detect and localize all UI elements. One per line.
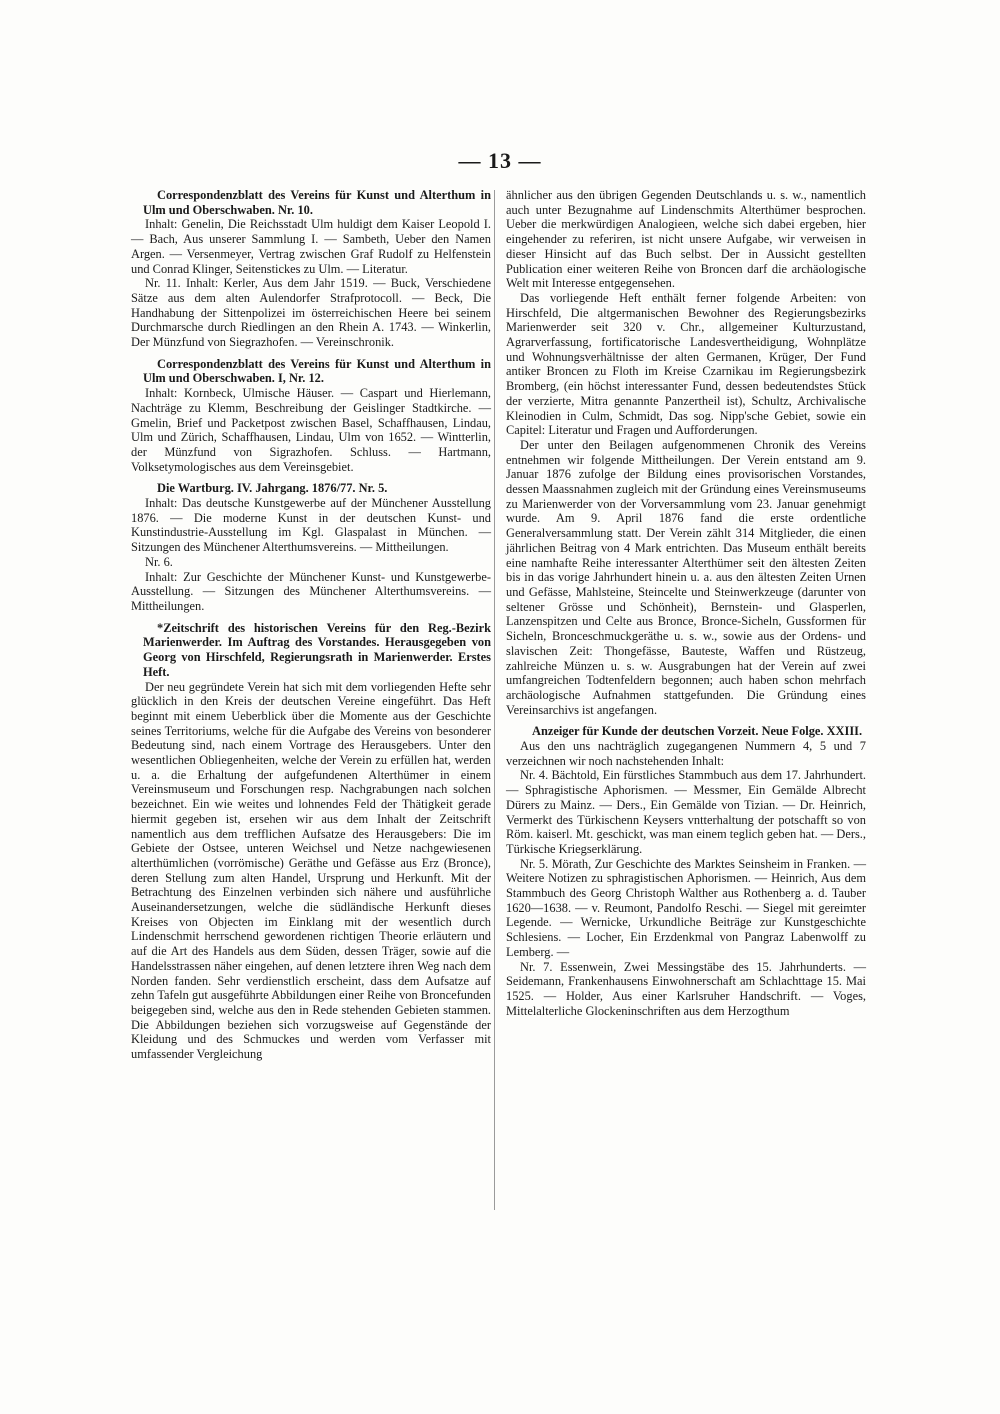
entry-paragraph: Nr. 11. Inhalt: Kerler, Aus dem Jahr 1519. — Buck, Verschiedene Sätze aus dem alten Aulendorfer Strafprotocoll. — Beck, Die Handhabung der Sittenpolizei im österreichischen Heere bei seinem Durchmarsche durch Riedlingen an den Rhein A. 1743. — Winkerlin, Der Münzfund von Siegrazhofen. — Vereinschronik. bbox=[131, 276, 491, 350]
entry-paragraph: Inhalt: Das deutsche Kunstgewerbe auf der Münchener Ausstellung 1876. — Die moderne Kunst in der deutschen Kunst- und Kunstindustrie-Ausstellung im Kgl. Glaspalast in München. — Sitzungen des Münchener Alterthumsvereins. — Mittheilungen. bbox=[131, 496, 491, 555]
page-number: — 13 — bbox=[458, 148, 542, 173]
entry-title: Die Wartburg. IV. Jahrgang. 1876/77. Nr. 5. bbox=[157, 481, 388, 496]
entry-paragraph: Inhalt: Zur Geschichte der Münchener Kunst- und Kunstgewerbe-Ausstellung. — Sitzungen des Münchener Alterthumsvereins. — Mittheilungen. bbox=[131, 569, 491, 613]
entry-title: Anzeiger für Kunde der deutschen Vorzeit. Neue Folge. XXIII. bbox=[532, 724, 863, 739]
entry-paragraph: Der neu gegründete Verein hat sich mit dem vorliegenden Hefte sehr glücklich in den Kreis der deutschen Vereine eingeführt. Das Heft beginnt mit einem Ueberblick über die Momente aus der Geschichte seines Territoriums, welche für die Aufgabe des Vereins von besonderer Bedeutung sind, nach einem Vortrage des Herausgebers. Unter den wesentlichen Obliegenheiten, welche der Verein zu erfüllen hat, werden u. a. die Erhaltung der aufgefundenen Alterthümer in einem Vereinsmuseum und Forschungen resp. Nachgrabungen nach solchen bezeichnet. Ein wie weites und lohnendes Feld der Thätigkeit gerade hiermit gegeben ist, ersehen wir aus dem Inhalt der Zeitschrift namentlich aus dem trefflichen Aufsatze des Herausgebers: Die im Gebiete der Ostsee, unteren Weichsel und Netze nachgewiesenen alterthümlichen (vorrömische) Geräthe und Gefässe aus Erz (Bronce), deren Stellung zum alten Handel, Ursprung und Herkunft. Mit der Betrachtung des Einzelnen verbinden sich nähere und ausführliche Auseinandersetzungen, welche die südländische Herkunft dieses Kreises von Objecten im Einklang mit der wesentlich durch Lindenschmit herrschend gewordenen richtigen Theorie erläutern und auf die Art des Handels aus dem Süden, dessen Träger, sowie auf die Handelsstrassen näher eingehen, auf denen letztere ihren Weg nach dem Norden fanden. Sehr verdienstlich erscheint, dass dem Aufsatze auf zehn Tafeln gut ausgeführte Abbildungen einer Reihe von Broncefunden beigegeben sind, welche aus den in Rede stehenden Gebieten stammen. Die Abbildungen beziehen sich vorzugsweise auf Gegenstände der Kleidung und des Schmuckes und werden vom Verfasser mit umfassender Vergleichung bbox=[131, 679, 491, 1062]
entry-paragraph: Nr. 7. Essenwein, Zwei Messingstäbe des 15. Jahrhunderts. — Seidemann, Frankenhausens Einwohnerschaft am Schlachttage 15. Mai 1525. — Holder, Aus einer Karlsruher Handschrift. — Voges, Mittelalterliche Glockeninschriften aus dem Herzogthum bbox=[506, 959, 866, 1018]
entry-paragraph: Nr. 5. Mörath, Zur Geschichte des Marktes Seinsheim in Franken. — Weitere Notizen zu sphragistischen Aphorismen. — Heinrich, Aus dem Stammbuch des Georg Christoph Walther aus Rothenberg a. d. Tauber 1620—1638. — v. Reumont, Pandolfo Reschi. — Siegel mit gereimter Legende. — Wernicke, Urkundliche Beiträge zur Kunstgeschichte Schlesiens. — Locher, Ein Erzdenkmal von Pangraz Labenwolff zu Lemberg. — bbox=[506, 856, 866, 959]
entry-paragraph: Inhalt: Genelin, Die Reichsstadt Ulm huldigt dem Kaiser Leopold I. — Bach, Aus unserer Sammlung I. — Sambeth, Ueber den Namen Argen. — Versenmeyer, Vertrag zwischen Graf Rudolf zu Helfenstein und Conrad Klinger, Seitenstickes zu Ulm. — Literatur. bbox=[131, 217, 491, 276]
entry-paragraph: Das vorliegende Heft enthält ferner folgende Arbeiten: von Hirschfeld, Die altgermanischen Bewohner des Regierungsbezirks Marienwerder seit 320 v. Chr., allgemeiner Kulturzustand, Agrarverfassung, fortificatorische Landesvertheidigung, Wohnplätze und Wohnungsverhältnisse der alten Germanen, Krüger, Der Fund antiker Broncen zu Floth im Kreise Czarnikau im Regierungsbezirk Bromberg, (ein höchst interessanter Fund, dessen bedeutendstes Stück der verzierte, Mitra genannte Panzertheil ist), Schultz, Archivalische Kleinodien in Culm, Schmidt, Das sog. Nipp'sche Gebiet, sowie ein Capitel: Literatur und Fragen und Aufforderungen. bbox=[506, 290, 866, 438]
entry-zeitschrift-marienwerder bbox=[131, 621, 491, 1062]
entry-paragraph: Inhalt: Kornbeck, Ulmische Häuser. — Caspart und Hierlemann, Nachträge zu Klemm, Beschreibung der Geislinger Stadtkirche. — Gmelin, Brief und Packetpost zwischen Basel, Schaffhausen, Lindau, Ulm und Zürich, Schaffhausen, Lindau, Ulm von 1652. — Wintterlin, der Münzfund von Sigrazhofen. Schluss. — Hartmann, Volksetymologisches aus dem Vereinsgebiet. bbox=[131, 386, 491, 474]
entry-anzeiger bbox=[506, 724, 866, 1018]
right-column bbox=[506, 188, 866, 1025]
column-divider bbox=[494, 190, 495, 1210]
entry-title: *Zeitschrift des historischen Vereins für den Reg.-Bezirk Marienwerder. Im Auftrag des Vorstandes. Herausgegeben von Georg von Hirschfeld, Regierungsrath in Marienwerder. Erstes Heft. bbox=[143, 620, 491, 679]
entry-title: Correspondenzblatt des Vereins für Kunst und Alterthum in Ulm und Oberschwaben. I, Nr. 12. bbox=[143, 356, 491, 386]
entry-paragraph: Aus den uns nachträglich zugegangenen Nummern 4, 5 und 7 verzeichnen wir noch nachstehenden Inhalt: bbox=[506, 739, 866, 768]
entry-paragraph: Nr. 6. bbox=[145, 554, 173, 569]
entry-correspondenzblatt-nr12 bbox=[131, 357, 491, 475]
left-column bbox=[131, 188, 491, 1069]
entry-paragraph: Nr. 4. Bächtold, Ein fürstliches Stammbuch aus dem 17. Jahrhundert. — Sphragistische Aphorismen. — Messmer, Ein Gemälde Albrecht Dürers zu Mainz. — Ders., Ein Gemälde von Tizian. — Dr. Heinrich, Vermerkt des Türkischenn Keysers vntterhaltung der potschafft so von Röm. kaiserl. Mt. geschickt, was man einem teglich geben hat. — Ders., Türkische Kriegserklärung. bbox=[506, 768, 866, 856]
entry-title: Correspondenzblatt des Vereins für Kunst und Alterthum in Ulm und Oberschwaben. Nr. 10. bbox=[143, 188, 491, 217]
entry-paragraph: ähnlicher aus den übrigen Gegenden Deutschlands u. s. w., namentlich auch unter Bezugnahme auf Lindenschmits Alterthümer besprochen. Ueber die merkwürdigen Analogieen, welche sich dabei ergeben, hier eingehender zu referiren, ist nicht unsere Aufgabe, wir verweisen in dieser Hinsicht auf das Buch selbst. Der in Aussicht gestellten Publication einer weiteren Reihe von Broncen darf die archäologische Welt mit Interesse entgegensehen. bbox=[506, 188, 866, 291]
entry-wartburg bbox=[131, 481, 491, 613]
entry-zeitschrift-continued bbox=[506, 188, 866, 717]
entry-correspondenzblatt-nr10 bbox=[131, 188, 491, 350]
entry-paragraph: Der unter den Beilagen aufgenommenen Chronik des Vereins entnehmen wir folgende Mittheilungen. Der Verein entstand am 9. Januar 1876 zufolge der Bildung eines provisorischen Vorstandes, dessen Maassnahmen zugleich mit der Gründung eines Vereinsmuseums zu Marienwerder von der Vorversammlung vom 23. Januar genehmigt wurde. Am 9. April 1876 fand die erste ordentliche Generalversammlung statt. Der Verein zählt 314 Mitglieder, die einen jährlichen Beitrag von 4 Mark entrichten. Das Museum enthält bereits eine namhafte Reihe interessanter Alterthümer seit den ältesten Zeiten bis in das vorige Jahrhundert hinein u. a. aus den ältesten Zeiten Urnen und Gefässe, Mahlsteine, Steincelte und Steinwerkzeuge (darunter von seltener Grösse und Schönheit), Bernstein- und Glasperlen, Lanzenspitzen und Celte aus Bronce, Bronce-Sicheln, Gussformen für Sicheln, Bronceschmuckgeräthe u. s. w., sowie aus der Ordens- und slavischen Zeit: Thongefässe, Bauteste, Waffen und Rüstzeug, zahlreiche Münzen u. s. w. Ausgrabungen hat der Verein auf zwei umfangreichen Todtenfeldern begonnen; auch haben schon mehrfach archäologische Aufnahmen stattgefunden. Die Gründung eines Vereinsarchivs ist angefangen. bbox=[506, 437, 866, 717]
